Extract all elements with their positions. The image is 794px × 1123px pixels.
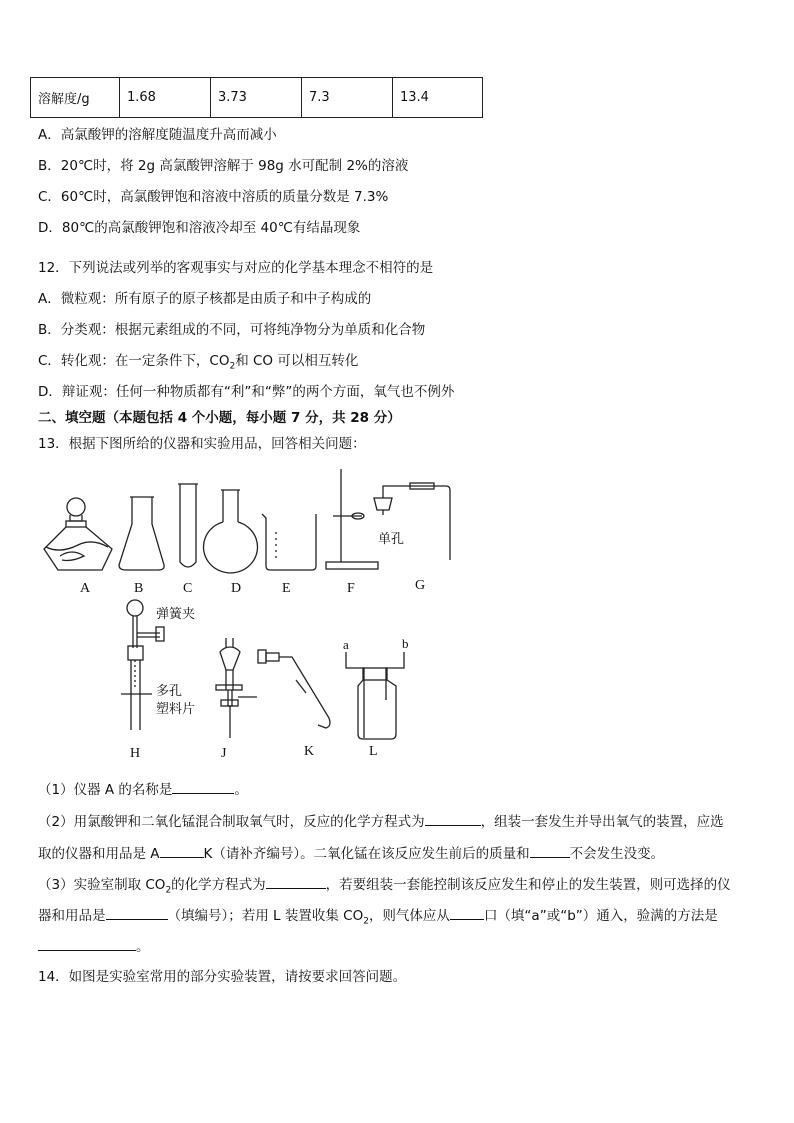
annot-spring-clip: 弹簧夹 bbox=[156, 607, 196, 622]
q12-option-a: A．微粒观：所有原子的原子核都是由质子和中子构成的 bbox=[38, 291, 372, 307]
annot-port-b: b bbox=[402, 636, 409, 651]
round-flask-drawing bbox=[204, 490, 258, 573]
q11-option-a: A．高氯酸钾的溶解度随温度升高而减小 bbox=[38, 127, 277, 143]
q12-option-d: D．辩证观：任何一种物质都有“利”和“弊”的两个方面，氧气也不例外 bbox=[38, 384, 455, 400]
q12-option-b: B．分类观：根据元素组成的不同，可将纯净物分为单质和化合物 bbox=[38, 322, 426, 338]
q11-option-c: C．60℃时，高氯酸钾饱和溶液中溶质的质量分数是 7.3% bbox=[38, 189, 389, 205]
alcohol-lamp-drawing bbox=[44, 498, 112, 570]
q11-option-d: D．80℃的高氯酸钾饱和溶液冷却至 40℃有结晶现象 bbox=[38, 220, 361, 236]
answer-blank[interactable] bbox=[450, 905, 484, 920]
test-tube-drawing bbox=[178, 484, 198, 567]
answer-blank[interactable] bbox=[530, 843, 570, 858]
iron-stand-drawing bbox=[326, 469, 378, 569]
q13-stem: 13．根据下图所给的仪器和实验用品，回答相关问题： bbox=[38, 436, 366, 452]
q13-part2-line2: 取的仪器和用品是 A K（请补齐编号）。二氧化锰在该反应发生前后的质量和 不会发生没变。 bbox=[38, 843, 664, 863]
label-k: K bbox=[304, 744, 315, 759]
annot-single-hole: 单孔 bbox=[378, 532, 405, 547]
answer-blank[interactable] bbox=[266, 874, 326, 889]
answer-blank[interactable] bbox=[38, 936, 136, 951]
label-g: G bbox=[415, 578, 426, 593]
table-cell: 1.68 bbox=[120, 78, 211, 118]
label-b: B bbox=[134, 581, 144, 596]
section-heading: 二、填空题（本题包括 4 个小题，每小题 7 分，共 28 分） bbox=[38, 410, 401, 426]
table-cell: 3.73 bbox=[211, 78, 302, 118]
q12-stem: 12．下列说法或列举的客观事实与对应的化学基本理念不相符的是 bbox=[38, 260, 434, 276]
q12-option-c: C．转化观：在一定条件下，$CO_2$和 CO 可以相互转化 bbox=[38, 353, 359, 372]
table-cell: 13.4 bbox=[393, 78, 483, 118]
q13-part2-line1: （2）用氯酸钾和二氧化锰混合制取氧气时，反应的化学方程式为 ，组装一套发生并导出氧气的装置，应选 bbox=[38, 811, 724, 831]
q13-part3-line1: （3）实验室制取 $CO_2$的化学方程式为 ，若要组装一套能控制该反应发生和停止的发生装置，则可选择的仪 bbox=[38, 874, 731, 894]
stopper-tube-drawing bbox=[374, 483, 450, 560]
label-j: J bbox=[221, 746, 227, 761]
label-e: E bbox=[282, 581, 291, 596]
annot-porous: 多孔 bbox=[156, 684, 183, 699]
table-header-cell: 溶解度/g bbox=[31, 78, 120, 118]
label-d: D bbox=[231, 581, 242, 596]
answer-blank[interactable] bbox=[172, 779, 234, 794]
q13-part3-line2: 器和用品是 （填编号）；若用 L 装置收集 $CO_2$，则气体应从 口（填“a”或“b”）通入，验满的方法是 bbox=[38, 905, 718, 925]
table-cell: 7.3 bbox=[302, 78, 393, 118]
label-h: H bbox=[130, 746, 141, 761]
answer-blank[interactable] bbox=[106, 905, 168, 920]
annot-port-a: a bbox=[343, 637, 349, 652]
answer-blank[interactable] bbox=[425, 811, 481, 826]
separatory-funnel-drawing bbox=[216, 638, 257, 738]
conical-flask-drawing bbox=[119, 497, 164, 570]
q13-part3-line3: 。 bbox=[38, 936, 150, 956]
label-a: A bbox=[80, 581, 91, 596]
label-c: C bbox=[183, 581, 193, 596]
bent-tube-drawing bbox=[258, 650, 330, 728]
q14-stem: 14．如图是实验室常用的部分实验装置，请按要求回答问题。 bbox=[38, 969, 407, 985]
q13-part1: （1）仪器 A 的名称是 。 bbox=[38, 779, 248, 799]
answer-blank[interactable] bbox=[160, 843, 204, 858]
label-l: L bbox=[369, 744, 378, 759]
gas-bottle-drawing bbox=[346, 652, 404, 739]
label-f: F bbox=[347, 581, 355, 596]
beaker-drawing bbox=[262, 514, 316, 570]
annot-plastic-sheet: 塑料片 bbox=[156, 702, 196, 717]
q11-option-b: B．20℃时，将 2g 高氯酸钾溶解于 98g 水可配制 2%的溶液 bbox=[38, 158, 409, 174]
